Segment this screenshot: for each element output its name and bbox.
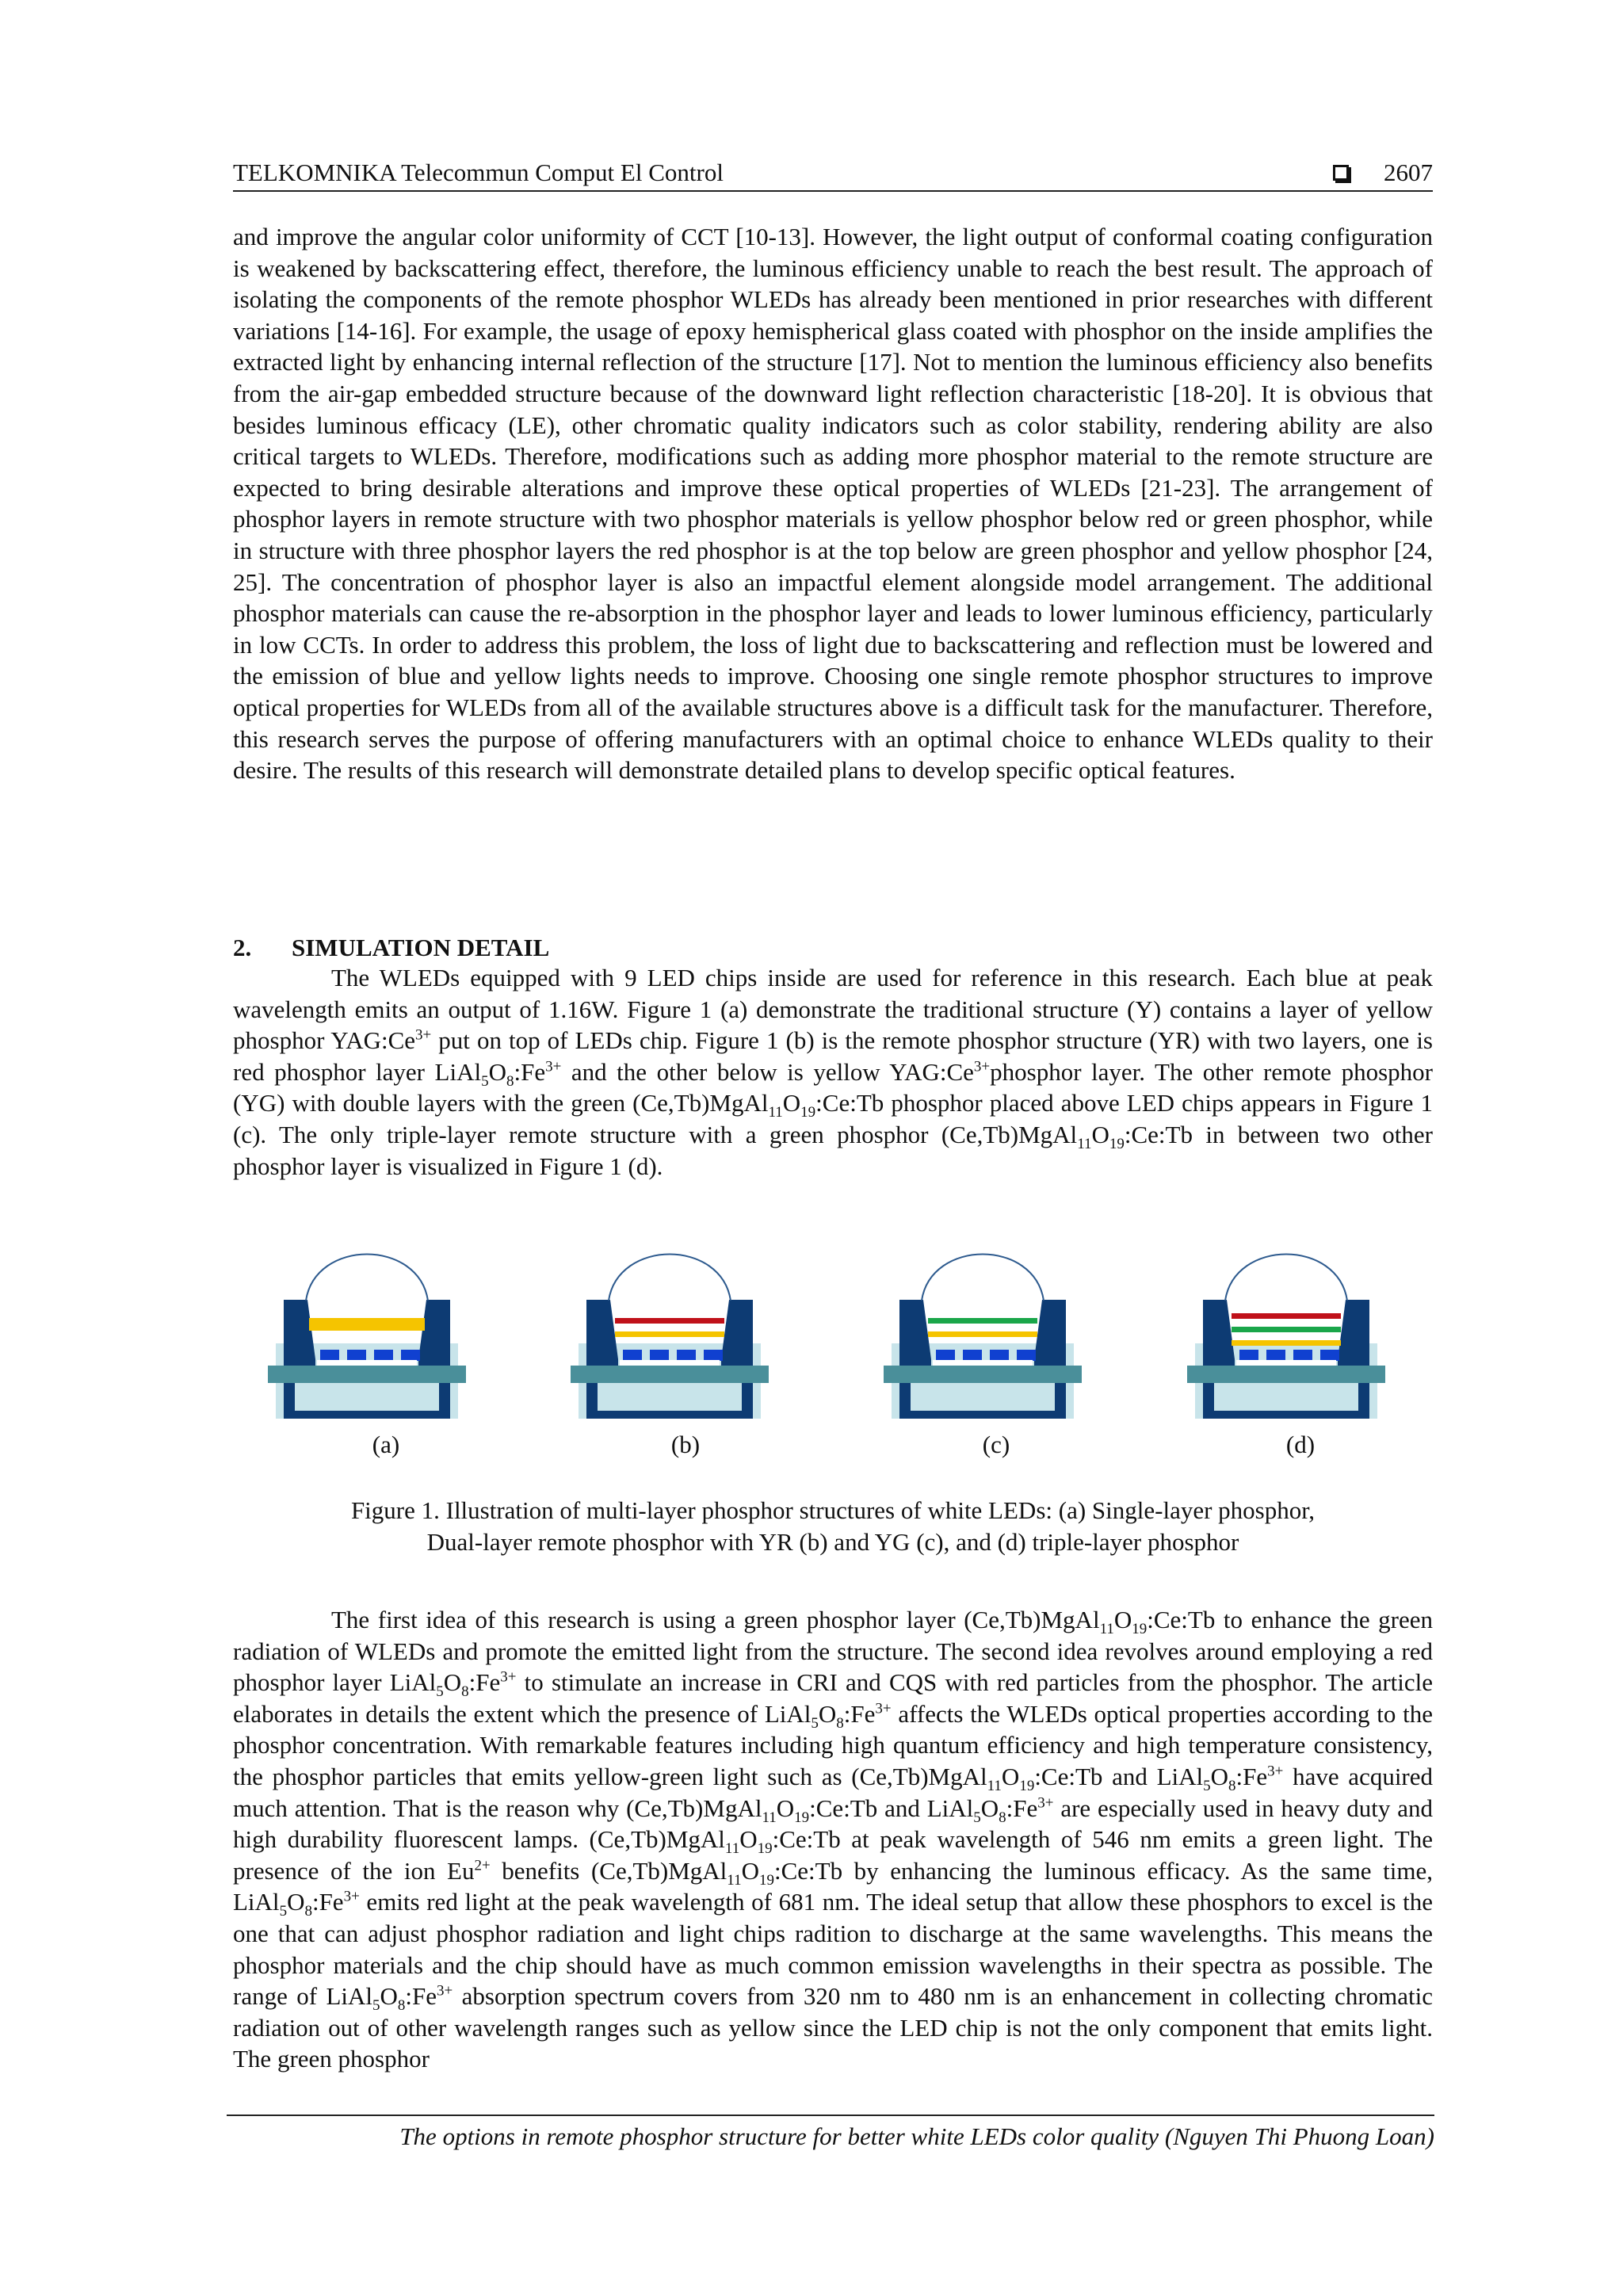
led-chip xyxy=(963,1350,982,1361)
section-number: 2. xyxy=(233,934,252,961)
lens-dome xyxy=(609,1255,731,1301)
left-reflector-wall xyxy=(899,1300,931,1366)
led-chip xyxy=(1293,1350,1312,1361)
led-chip xyxy=(1017,1350,1036,1361)
panel-label-b: (b) xyxy=(670,1431,701,1458)
led-chip xyxy=(650,1350,669,1361)
running-footer xyxy=(227,2115,1434,2150)
led-chip xyxy=(1320,1350,1339,1361)
figure-1-caption xyxy=(233,1495,1433,1558)
paragraph-simulation-detail: The WLEDs equipped with 9 LED chips inside are used for reference in this research. Each blue at peak wavelength emits an output of 1.16W. Figure 1 (a) demonstrate the traditional structure (Y) contains a layer of yellow phosphor $YAG:Ce^{3+}$ put on top of LEDs chip. Figure 1 (b) is the remote phosphor structure (YR) with two layers, one is red phosphor layer $LiAl_5O_8:Fe^{3+}$ and the other below is yellow $YAG:Ce^{3+}phosphor$ layer. The other remote phosphor (YG) with double layers with the green $(Ce,Tb)MgAl_{11}O_{19}:Ce:Tb$ phosphor placed above LED chips appears in Figure 1 (c). The only triple-layer remote structure with a green phosphor $(Ce,Tb)MgAl_{11}O_{19}:Ce:Tb$ in between two other phosphor layer is visualized in Figure 1 (d). xyxy=(233,964,1434,1180)
page-number-block xyxy=(1333,155,1433,190)
led-chip xyxy=(320,1350,339,1361)
bottom-frame xyxy=(899,1411,1066,1419)
red-phosphor-layer xyxy=(1232,1313,1341,1319)
caption-line-1: Figure 1. Illustration of multi-layer phosphor structures of white LEDs: (a) Single-layer phosphor, xyxy=(350,1496,1316,1524)
lens-dome xyxy=(922,1255,1044,1301)
led-chip xyxy=(623,1350,642,1361)
caption-line-2: Dual-layer remote phosphor with YR (b) and YG (c), and (d) triple-layer phosphor xyxy=(426,1528,1239,1556)
right-reflector-wall xyxy=(1034,1300,1066,1366)
panel-label-d: (d) xyxy=(1285,1431,1316,1458)
lens-dome xyxy=(306,1255,428,1301)
yellow-phosphor-layer xyxy=(615,1331,724,1337)
left-reflector-wall xyxy=(1203,1300,1235,1366)
led-package-d xyxy=(1187,1255,1385,1419)
right-reflector-wall xyxy=(1338,1300,1369,1366)
led-package-a xyxy=(268,1255,466,1419)
section-heading xyxy=(233,932,549,964)
led-chip xyxy=(677,1350,696,1361)
substrate-plate xyxy=(1187,1366,1385,1383)
led-chip xyxy=(401,1350,420,1361)
section-title: SIMULATION DETAIL xyxy=(292,934,550,961)
journal-title: TELKOMNIKA Telecommun Comput El Control xyxy=(233,159,724,186)
page-number: 2607 xyxy=(1384,159,1433,186)
green-phosphor-layer xyxy=(1232,1327,1341,1332)
led-package-c xyxy=(884,1255,1082,1419)
red-phosphor-layer xyxy=(615,1318,724,1324)
paragraph-phosphor-ideas: The first idea of this research is using a green phosphor layer $(Ce,Tb)MgAl_{11}O_{19}:Ce:Tb$ to enhance the green radiation of WLEDs and promote the emitted light from the structure. The second idea revolves around employing a red phosphor layer $LiAl_5O_8:Fe^{3+}$ to stimulate an increase in CRI and CQS with red particles from the phosphor. The article elaborates in details the extent which the presence of $LiAl_5O_8:Fe^{3+}$ affects the WLEDs optical properties according to the phosphor concentration. With remarkable features including high quantum efficiency and high temperature consistency, the phosphor particles that emits yellow-green light such as $(Ce,Tb)MgAl_{11}O_{19}:Ce:Tb$ and $LiAl_5O_8:Fe^{3+}$ have acquired much attention. That is the reason why $(Ce,Tb)MgAl_{11}O_{19}:Ce:Tb$ and $LiAl_5O_8:Fe^{3+}$ are especially used in heavy duty and high durability fluorescent lamps. $(Ce,Tb)MgAl_{11}O_{19}:Ce:Tb$ at peak wavelength of 546 nm emits a green light. The presence of the ion $Eu^{2+}$ benefits $(Ce,Tb)MgAl_{11}O_{19}:Ce:Tb$ by enhancing the luminous efficacy. As the same time, $LiAl_5O_8:Fe^{3+}$ emits red light at the peak wavelength of 681 nm. The ideal setup that allow these phosphors to excel is the one that can adjust phosphor radiation and light chips radition to discharge at the same wavelengths. This means the phosphor materials and the chip should have as much common emission wavelengths in their spectra as possible. The range of $LiAl_5O_8:Fe^{3+}$ absorption spectrum covers from 320 nm to 480 nm is an enhancement in collecting chromatic radiation out of other wavelength ranges such as yellow since the LED chip is not the only component that emits light. The green phosphor xyxy=(233,1606,1434,2073)
right-reflector-wall xyxy=(721,1300,753,1366)
led-chip xyxy=(704,1350,723,1361)
led-chip xyxy=(1239,1350,1258,1361)
led-structures-illustration xyxy=(254,1248,1426,1431)
substrate-plate xyxy=(571,1366,769,1383)
led-chip xyxy=(936,1350,955,1361)
yellow-phosphor-layer xyxy=(309,1318,425,1331)
left-reflector-wall xyxy=(586,1300,618,1366)
bottom-frame xyxy=(1203,1411,1369,1419)
bottom-frame xyxy=(284,1411,450,1419)
panel-label-a: (a) xyxy=(372,1431,400,1458)
figure-1 xyxy=(254,1248,1426,1486)
bottom-frame xyxy=(586,1411,753,1419)
checkbox-square-icon xyxy=(1333,165,1349,181)
led-chip xyxy=(347,1350,366,1361)
left-reflector-wall xyxy=(284,1300,315,1366)
led-chip xyxy=(990,1350,1009,1361)
panel-label-c: (c) xyxy=(982,1431,1010,1458)
led-chip xyxy=(374,1350,393,1361)
green-phosphor-layer xyxy=(928,1318,1037,1324)
lens-dome xyxy=(1225,1255,1347,1301)
right-reflector-wall xyxy=(418,1300,450,1366)
chip-base-strip xyxy=(1236,1360,1336,1366)
chip-base-strip xyxy=(317,1360,417,1366)
led-chip xyxy=(1266,1350,1285,1361)
chip-base-strip xyxy=(933,1360,1033,1366)
paragraph-intro-continued: and improve the angular color uniformity of CCT [10-13]. However, the light output of conformal coating configuration is weakened by backscattering effect, therefore, the luminous efficiency unable to reach the best result. The approach of isolating the components of the remote phosphor WLEDs has already been mentioned in prior researches with different variations [14-16]. For example, the usage of epoxy hemispherical glass coated with phosphor on the inside amplifies the extracted light by enhancing internal reflection of the structure [17]. Not to mention the luminous efficiency also benefits from the air-gap embedded structure because of the downward light reflection characteristic [18-20]. It is obvious that besides luminous efficacy (LE), other chromatic quality indicators such as color stability, rendering ability are also critical targets to WLEDs. Therefore, modifications such as adding more phosphor material to the remote structure are expected to bring desirable alterations and improve these optical properties of WLEDs [21-23]. The arrangement of phosphor layers in remote structure with two phosphor materials is yellow phosphor below red or green phosphor, while in structure with three phosphor layers the red phosphor is at the top below are green phosphor and yellow phosphor [24, 25]. The concentration of phosphor layer is also an impactful element alongside model arrangement. The additional phosphor materials can cause the re-absorption in the phosphor layer and leads to lower luminous efficiency, particularly in low CCTs. In order to address this problem, the loss of light due to backscattering and reflection must be lowered and the emission of blue and yellow lights needs to improve. Choosing one single remote phosphor structures to improve optical properties for WLEDs from all of the available structures above is a difficult task for the manufacturer. Therefore, this research serves the purpose of offering manufacturers with an optimal choice to enhance WLEDs quality to their desire. The results of this research will demonstrate detailed plans to develop specific optical features. xyxy=(233,223,1433,785)
led-package-b xyxy=(571,1255,769,1419)
substrate-plate xyxy=(884,1366,1082,1383)
yellow-phosphor-layer xyxy=(928,1331,1037,1337)
substrate-plate xyxy=(268,1366,466,1383)
chip-base-strip xyxy=(620,1360,720,1366)
footer-text: The options in remote phosphor structure for better white LEDs color quality (Nguyen Thi Phuong Loan) xyxy=(399,2122,1434,2150)
running-header xyxy=(233,155,1433,192)
yellow-phosphor-layer xyxy=(1232,1340,1341,1346)
